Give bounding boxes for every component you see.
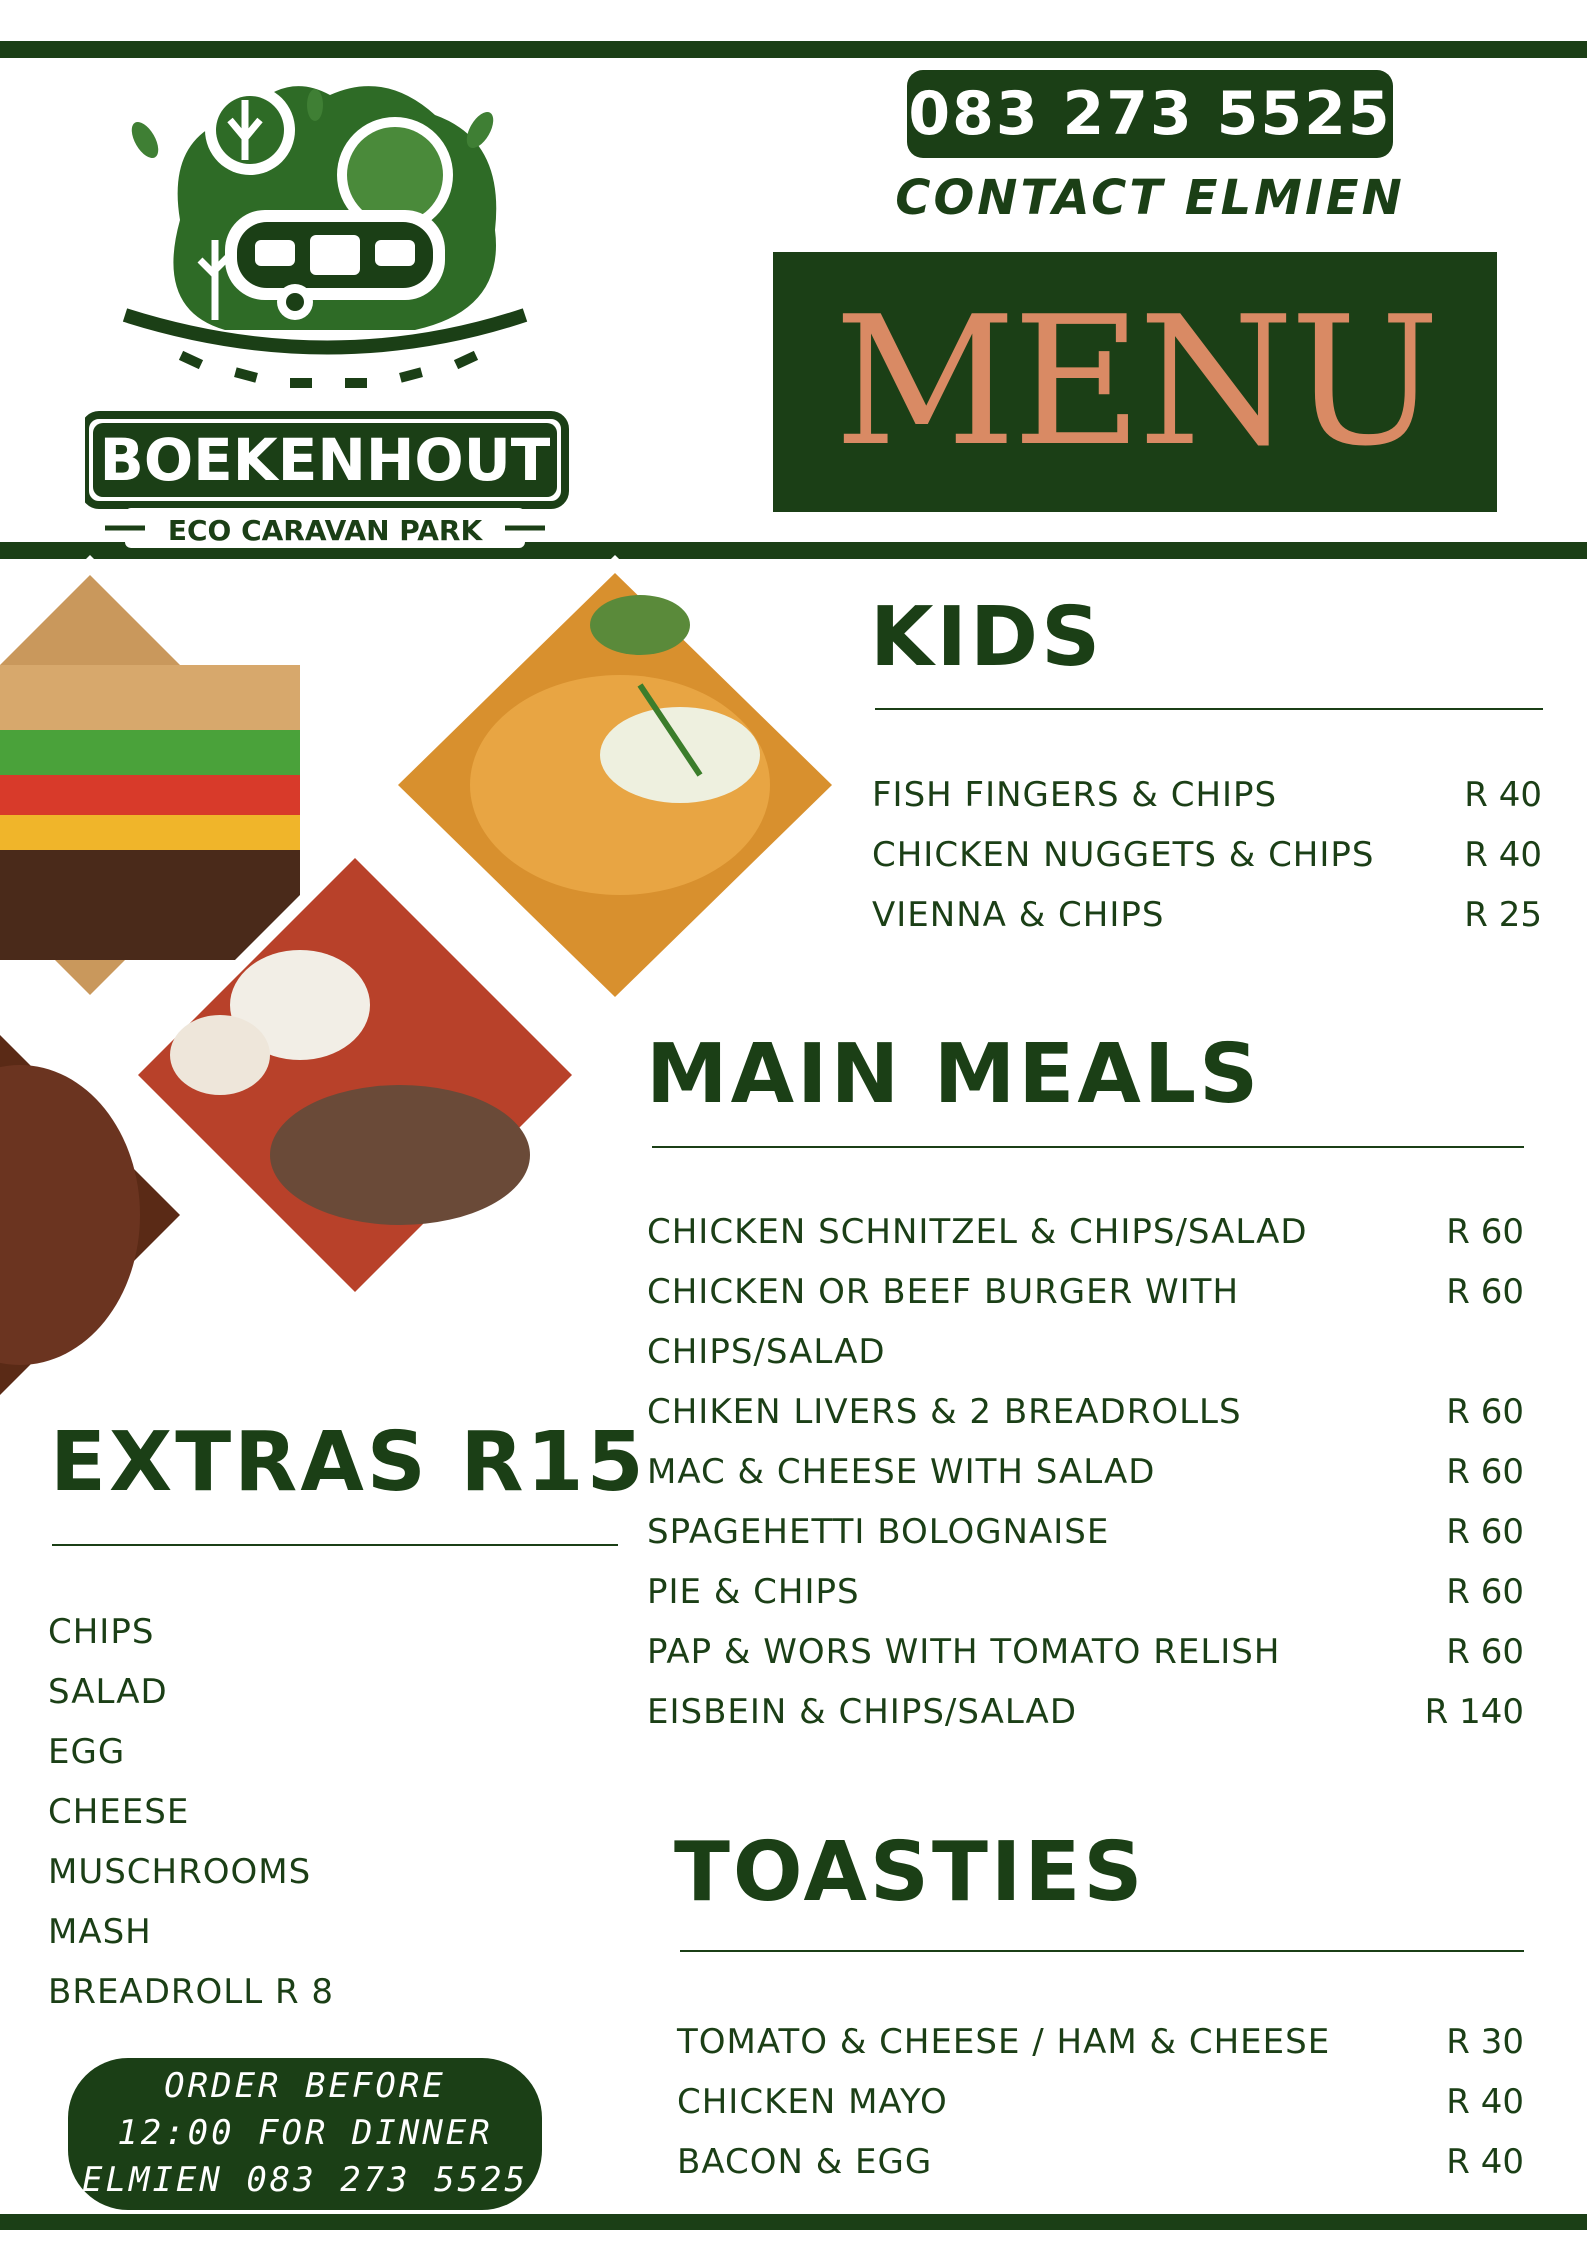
item-price: R 40 bbox=[1464, 835, 1542, 875]
top-bar bbox=[0, 41, 1587, 58]
main-meals-heading: MAIN MEALS bbox=[646, 1027, 1262, 1122]
item-price: R 60 bbox=[1446, 1452, 1524, 1492]
order-note-line-2: 12:00 FOR DINNER bbox=[117, 2113, 493, 2153]
main-meals-divider bbox=[652, 1146, 1524, 1148]
extras-divider bbox=[52, 1544, 618, 1546]
list-item: SPAGEHETTI BOLOGNAISE bbox=[647, 1512, 1110, 1552]
list-item: BACON & EGG bbox=[677, 2142, 933, 2182]
list-item: EISBEIN & CHIPS/SALAD bbox=[647, 1692, 1077, 1732]
list-item: SALAD bbox=[48, 1672, 168, 1712]
item-price: R 60 bbox=[1446, 1272, 1524, 1312]
list-item: MUSCHROOMS bbox=[48, 1852, 312, 1892]
list-item: PIE & CHIPS bbox=[647, 1572, 860, 1612]
item-price: R 40 bbox=[1464, 775, 1542, 815]
extras-heading: EXTRAS R15 bbox=[50, 1415, 647, 1510]
item-price: R 60 bbox=[1446, 1212, 1524, 1252]
list-item: BREADROLL R 8 bbox=[48, 1972, 335, 2012]
list-item: CHEESE bbox=[48, 1792, 190, 1832]
menu-title: MENU bbox=[834, 278, 1436, 485]
item-price: R 60 bbox=[1446, 1392, 1524, 1432]
phone-badge[interactable]: 083 273 5525 bbox=[907, 70, 1393, 158]
list-item: MASH bbox=[48, 1912, 152, 1952]
item-price: R 140 bbox=[1424, 1692, 1524, 1732]
item-price: R 60 bbox=[1446, 1572, 1524, 1612]
list-item: VIENNA & CHIPS bbox=[872, 895, 1165, 935]
bottom-bar bbox=[0, 2214, 1587, 2230]
brand-name: BOEKENHOUT bbox=[99, 426, 551, 494]
item-price: R 60 bbox=[1446, 1632, 1524, 1672]
toasties-heading: TOASTIES bbox=[674, 1825, 1146, 1920]
order-note-line-3: ELMIEN 083 273 5525 bbox=[82, 2160, 528, 2200]
list-item: EGG bbox=[48, 1732, 126, 1772]
list-item: CHIKEN LIVERS & 2 BREADROLLS bbox=[647, 1392, 1242, 1432]
list-item: TOMATO & CHEESE / HAM & CHEESE bbox=[677, 2022, 1331, 2062]
caravan-logo-icon bbox=[125, 85, 525, 388]
list-item: CHIPS bbox=[48, 1612, 155, 1652]
item-price: R 60 bbox=[1446, 1512, 1524, 1552]
list-item: PAP & WORS WITH TOMATO RELISH bbox=[647, 1632, 1281, 1672]
boekenhout-logo bbox=[85, 60, 575, 550]
list-item: MAC & CHEESE WITH SALAD bbox=[647, 1452, 1156, 1492]
list-item: FISH FINGERS & CHIPS bbox=[872, 775, 1278, 815]
brand-subtitle: ECO CARAVAN PARK bbox=[167, 514, 483, 547]
list-item-continued: CHIPS/SALAD bbox=[647, 1332, 886, 1372]
list-item: CHICKEN MAYO bbox=[677, 2082, 948, 2122]
item-price: R 40 bbox=[1446, 2082, 1524, 2122]
menu-title-box bbox=[773, 252, 1497, 512]
list-item: CHICKEN SCHNITZEL & CHIPS/SALAD bbox=[647, 1212, 1308, 1252]
list-item: CHICKEN NUGGETS & CHIPS bbox=[872, 835, 1375, 875]
item-price: R 30 bbox=[1446, 2022, 1524, 2062]
item-price: R 25 bbox=[1464, 895, 1542, 935]
kids-divider bbox=[875, 708, 1543, 710]
kids-heading: KIDS bbox=[870, 590, 1104, 685]
toasties-divider bbox=[680, 1950, 1524, 1952]
item-price: R 40 bbox=[1446, 2142, 1524, 2182]
contact-label: CONTACT ELMIEN bbox=[895, 170, 1405, 226]
food-collage bbox=[0, 535, 860, 1455]
order-note-line-1: ORDER BEFORE bbox=[164, 2066, 446, 2106]
order-before-badge bbox=[68, 2058, 542, 2210]
list-item: CHICKEN OR BEEF BURGER WITH bbox=[647, 1272, 1240, 1312]
